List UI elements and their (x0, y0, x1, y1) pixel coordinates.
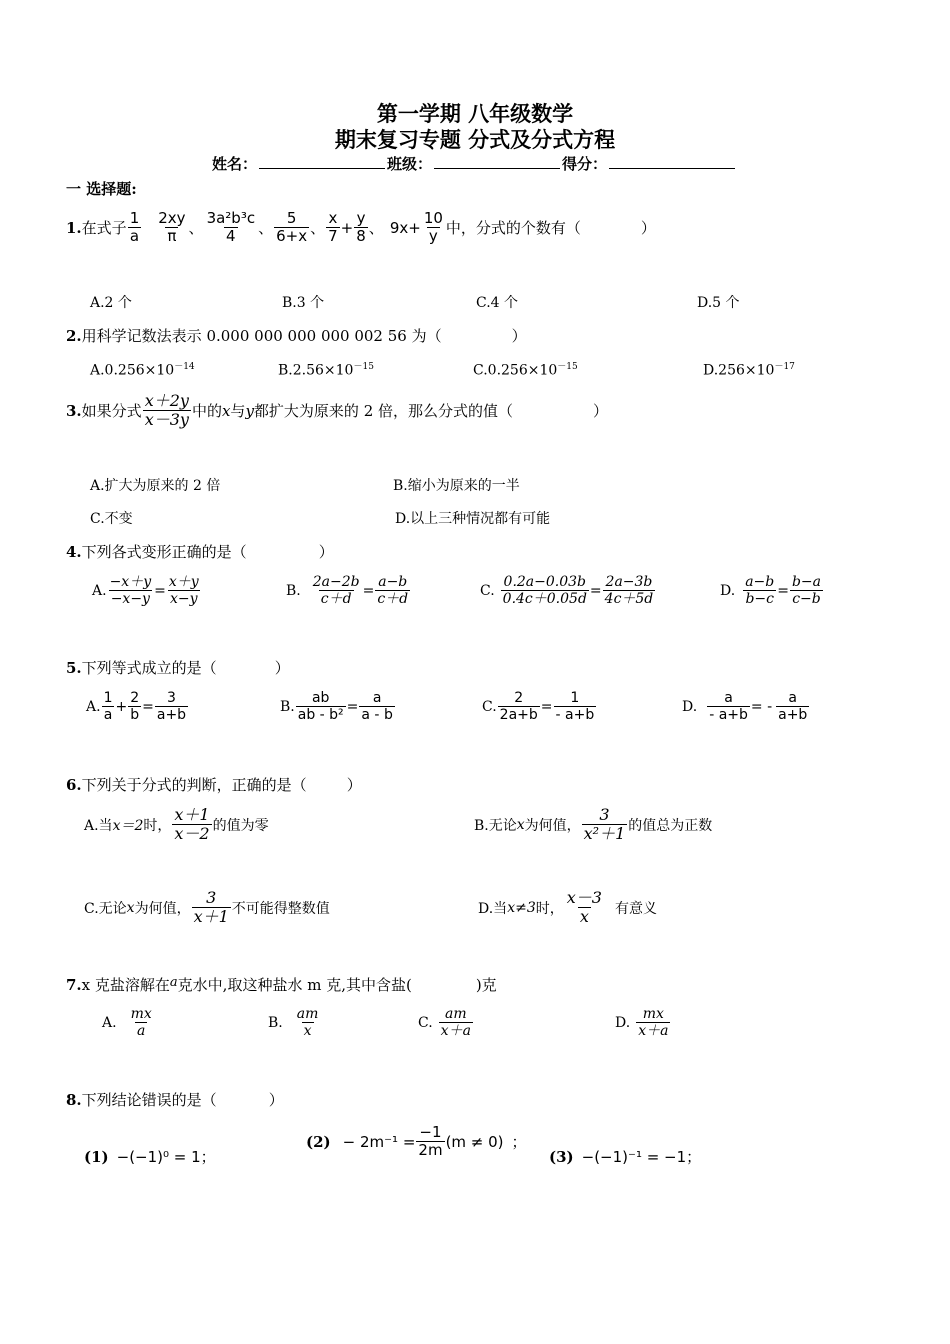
question-5 (66, 657, 290, 678)
question-text: 下列结论错误的是（ (81, 1091, 217, 1109)
fraction: $\frac{-x+y}{-x-y}$ (109, 574, 152, 608)
header-fields (212, 153, 737, 174)
fraction: $\frac{10}{y}$ (423, 209, 443, 246)
question-number: 5. (66, 659, 82, 677)
option-b: B. $\frac{2a-2b}{c+d}$ = $\frac{a-b}{c+d}$ (286, 574, 409, 608)
option-c: C. $\frac{2}{2a+b}$ = $\frac{1}{- a+b}$ (482, 690, 595, 724)
fraction: $\frac{-1}{2m}$ (418, 1123, 443, 1160)
question-text: 下列各式变形正确的是（ (81, 543, 247, 561)
fraction: $\frac{am}{x}$ (296, 1006, 319, 1040)
question-text: 克水中,取这种盐水 m 克,其中含盐( (177, 976, 412, 994)
name-label: 姓名： (212, 155, 258, 173)
option-b: B. $\frac{ab}{\text{ab - b²}}$ = $\frac{a}{a - b}$ (280, 690, 393, 724)
score-label: 得分： (562, 155, 608, 173)
question-number: 6. (66, 776, 82, 794)
page-subtitle: 期末复习专题 分式及分式方程 (334, 127, 616, 152)
question-number: 8. (66, 1091, 82, 1109)
option-d: $D.256\times 10^{-17}$ (703, 362, 795, 379)
option-c: C. $\frac{0.2a-0.03b}{0.4c+0.05d}$ = $\frac{2a-3b}{4c+5d}$ (480, 574, 654, 608)
question-text: 用科学记数法表示 0.000 000 000 000 002 56 为（ (81, 327, 442, 345)
question-text: 都扩大为原来的 2 倍，那么分式的值（ (253, 402, 514, 421)
fraction: $\frac{2a-2b}{c+d}$ (312, 574, 360, 608)
statement-2: (2) − 2m⁻¹ = $\frac{-1}{2m}$ (m ≠ 0) ； (306, 1123, 527, 1160)
fraction: $\frac{2}{2a+b}$ (499, 690, 538, 724)
fraction: $\frac{am}{x+a}$ (440, 1006, 471, 1040)
question-number: 2. (66, 327, 82, 345)
question-number: 4. (66, 543, 82, 561)
fraction: $\frac{x}{7}$ (328, 209, 338, 246)
option-c: $C.0.256\times 10^{-15}$ (473, 362, 578, 379)
question-7: 7.x 克盐溶解在a克水中,取这种盐水 m 克,其中含盐( )克 (66, 975, 497, 994)
option-c: C.4 个 (476, 295, 519, 311)
question-number: 1. (66, 218, 82, 237)
answer-paren: ） (511, 327, 527, 345)
option-a: A. $\frac{-x+y}{-x-y}$ = $\frac{x+y}{x-y}$ (92, 574, 199, 608)
fraction: $\frac{a-b}{c+d}$ (377, 574, 409, 608)
answer-paren: ） (318, 543, 334, 561)
option-a: $A.0.256\times 10^{-14}$ (90, 362, 195, 379)
fraction: $\frac{x-3}{x}$ (566, 888, 602, 927)
fraction: $\frac{a}{- a+b}$ (709, 690, 748, 724)
question-1: 1. 在式子 $\frac{1}{a}$ $\frac{2xy}{\pi}$ 、 $\frac{\text{3a²b³c}}{4}$ 、 $\frac{5}{6+x}$ 、 $\frac{x}{7}$ + $\frac{y}{8}$ 、 9x+ $\frac{10}{y}$ 中，分式的个数有（ ） (66, 209, 656, 246)
answer-paren: )克 (475, 976, 497, 994)
option-b: B.无论 x 为何值， $\frac{3}{\text{x²＋1}}$ 的值总为正数 (474, 805, 713, 844)
fraction: $\frac{a}{a - b}$ (361, 690, 393, 724)
fraction: $\frac{mx}{x+a}$ (638, 1006, 669, 1040)
fraction: $\frac{x+1}{x-2}$ (174, 805, 210, 844)
question-8 (66, 1089, 284, 1110)
fraction: $\frac{3}{\text{x²＋1}}$ (583, 805, 626, 844)
statement-1: (1) −(−1)⁰ = 1； (84, 1148, 216, 1166)
option-a: A.扩大为原来的 2 倍 (90, 478, 221, 494)
option-a: A. $\frac{mx}{a}$ (102, 1006, 152, 1040)
option-d: D.当 x≠3 时， $\frac{x-3}{x}$ 有意义 (478, 888, 657, 927)
option-c: C.无论 x 为何值， $\frac{3}{x+1}$ 不可能得整数值 (84, 888, 330, 927)
option-b: B. $\frac{am}{x}$ (268, 1006, 319, 1040)
option-d: D.以上三种情况都有可能 (395, 511, 551, 527)
answer-paren: ） (268, 1091, 284, 1109)
fraction: $\frac{3}{x+1}$ (193, 888, 229, 927)
name-blank[interactable] (259, 154, 385, 169)
fraction: $\frac{y}{8}$ (356, 209, 366, 246)
fraction: $\frac{2}{b}$ (130, 690, 140, 724)
fraction: $\frac{2xy}{\pi}$ (158, 209, 186, 246)
option-c: C. $\frac{am}{x+a}$ (418, 1006, 471, 1040)
option-d: D. $\frac{a-b}{b-c}$ = $\frac{b-a}{c-b}$ (720, 574, 822, 608)
fraction: $\frac{1}{a}$ (103, 690, 113, 724)
question-text: 下列等式成立的是（ (81, 659, 217, 677)
option-d: D. $\frac{a}{- a+b}$ = - $\frac{a}{a+b}$ (682, 690, 808, 724)
option-a: A.当 x＝2 时， $\frac{x+1}{x-2}$ 的值为零 (84, 805, 269, 844)
option-b: B.3 个 (282, 295, 325, 311)
fraction: $\frac{x+2y}{x-3y}$ (144, 391, 189, 430)
answer-paren: ） (593, 402, 609, 421)
question-4 (66, 541, 334, 562)
answer-paren: ） (274, 659, 290, 677)
fraction: $\frac{mx}{a}$ (130, 1006, 152, 1040)
fraction: $\frac{1}{a}$ (129, 209, 140, 246)
answer-paren: ） (640, 219, 656, 238)
fraction: $\frac{a-b}{b-c}$ (745, 574, 775, 608)
section-heading: 一 选择题: (66, 180, 137, 198)
fraction: $\frac{0.2a-0.03b}{0.4c+0.05d}$ (502, 574, 587, 608)
option-d: D.5 个 (697, 295, 740, 311)
question-text: 中，分式的个数有（ (445, 219, 581, 238)
page-title: 第一学期 八年级数学 (376, 101, 574, 126)
question-3: 3. 如果分式 $\frac{x+2y}{x-3y}$ 中的 x 与 y 都扩大为原来的 2 倍，那么分式的值（ ） (66, 391, 609, 430)
fraction: $\frac{b-a}{c-b}$ (791, 574, 822, 608)
fraction: $\frac{a}{a+b}$ (778, 690, 808, 724)
fraction: $\frac{\text{3a²b³c}}{4}$ (206, 209, 256, 246)
question-text: 下列关于分式的判断，正确的是（ (81, 776, 307, 794)
statement-3: (3) −(−1)⁻¹ = −1； (549, 1148, 702, 1166)
fraction: $\frac{ab}{\text{ab - b²}}$ (297, 690, 344, 724)
class-blank[interactable] (434, 154, 560, 169)
question-text: 如果分式 (81, 402, 142, 421)
fraction: $\frac{1}{- a+b}$ (555, 690, 595, 724)
option-c: C.不变 (90, 511, 133, 527)
fraction: $\frac{5}{6+x}$ (276, 209, 308, 246)
option-a: A. $\frac{1}{a}$ + $\frac{2}{b}$ = $\frac{3}{a+b}$ (86, 690, 187, 724)
question-6 (66, 774, 362, 795)
expression: 9x+ (389, 218, 421, 237)
option-d: D. $\frac{mx}{x+a}$ (615, 1006, 669, 1040)
option-a: A.2 个 (90, 295, 132, 311)
question-text: x 克盐溶解在 (81, 976, 170, 994)
option-b: $B.2.56\times 10^{-15}$ (278, 362, 374, 379)
fraction: $\frac{x+y}{x-y}$ (168, 574, 199, 608)
class-label: 班级： (387, 155, 433, 173)
answer-paren: ） (346, 776, 362, 794)
fraction: $\frac{2a-3b}{4c+5d}$ (604, 574, 654, 608)
score-blank[interactable] (609, 154, 735, 169)
fraction: $\frac{3}{a+b}$ (156, 690, 187, 724)
question-2 (66, 325, 527, 346)
question-text: 在式子 (81, 219, 127, 238)
option-b: B.缩小为原来的一半 (393, 478, 520, 494)
question-number: 3. (66, 401, 82, 420)
question-number: 7. (66, 976, 82, 994)
